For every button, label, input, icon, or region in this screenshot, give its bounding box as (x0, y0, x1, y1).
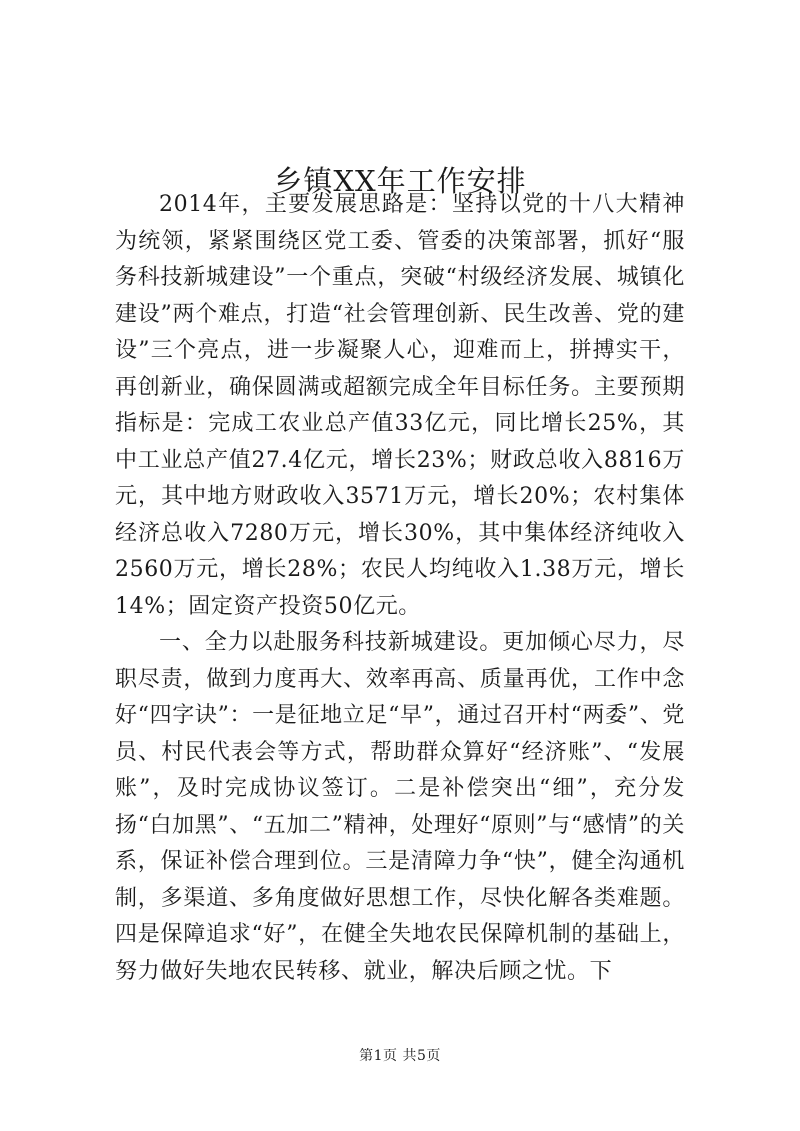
paragraph-2: 一、全力以赴服务科技新城建设。更加倾心尽力，尽职尽责，做到力度再大、效率再高、质量再优，工作中念好“四字诀”：一是征地立足“早”，通过召开村“两委”、党员、村民代表会等方式，帮助群众算好“经济账”、“发展账”，及时完成协议签订。二是补偿突出“细”，充分发扬“白加黑”、“五加二”精神，处理好“原则”与“感情”的关系，保证补偿合理到位。三是清障力争“快”，健全沟通机制，多渠道、多角度做好思想工作，尽快化解各类难题。四是保障追求“好”，在健全失地农民保障机制的基础上，努力做好失地农民转移、就业，解决后顾之忧。下 (115, 630, 685, 984)
document-body (115, 187, 685, 990)
paragraph-1: 2014年，主要发展思路是：坚持以党的十八大精神为统领，紧紧围绕区党工委、管委的决策部署，抓好“服务科技新城建设”一个重点，突破“村级经济发展、城镇化建设”两个难点，打造“社会管理创新、民生改善、党的建设”三个亮点，进一步凝聚人心，迎难而上，拼搏实干，再创新业，确保圆满或超额完成全年目标任务。主要预期指标是：完成工农业总产值33亿元，同比增长25%，其中工业总产值27.4亿元，增长23%；财政总收入8816万元，其中地方财政收入3571万元，增长20%；农村集体经济总收入7280万元，增长30%，其中集体经济纯收入2560万元，增长28%；农民人均纯收入1.38万元，增长14%；固定资产投资50亿元。 (115, 192, 685, 619)
page-footer: 第1页 共5页 (359, 1048, 441, 1064)
page-title: 乡镇XX年工作安排 (273, 164, 527, 199)
